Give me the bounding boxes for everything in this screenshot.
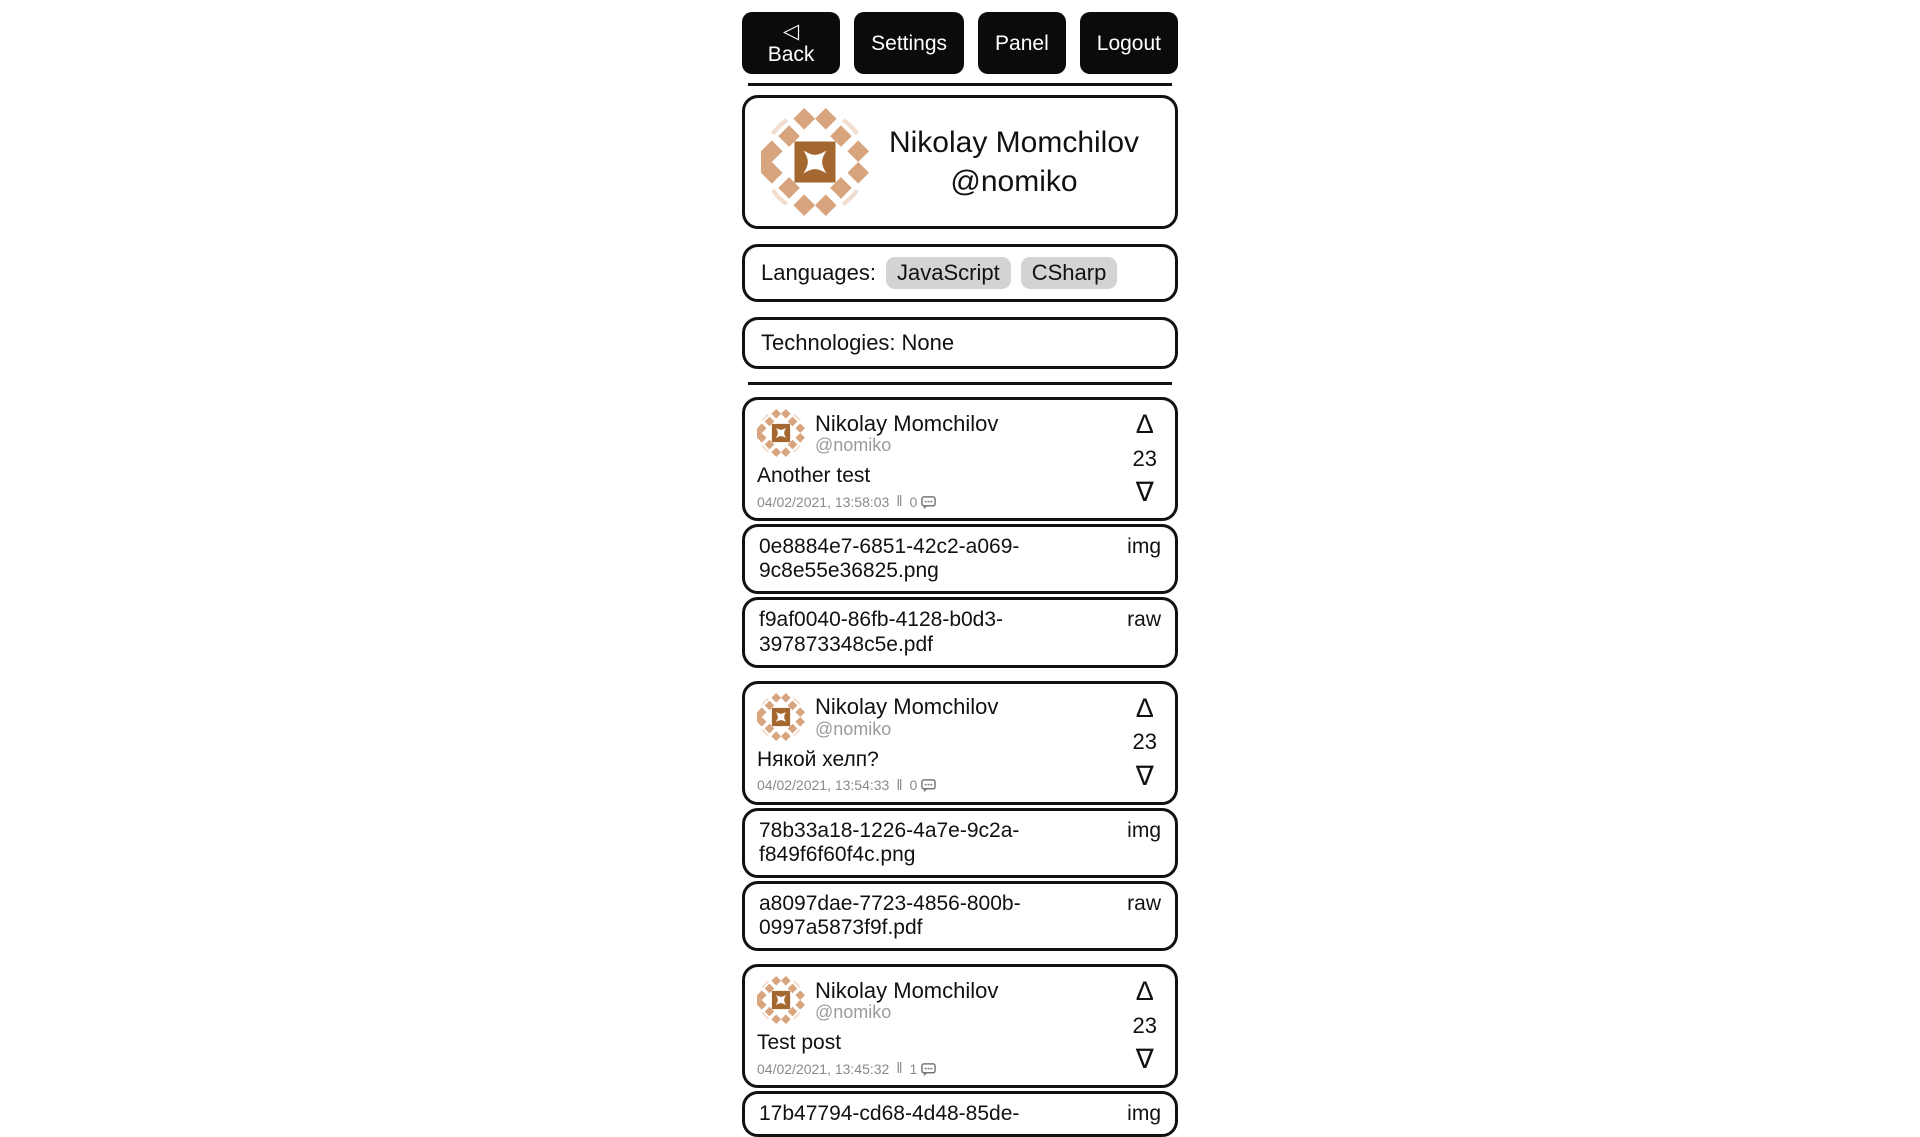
panel-button[interactable]: Panel: [978, 12, 1066, 74]
logout-button[interactable]: Logout: [1080, 12, 1178, 74]
post-handle: @nomiko: [815, 1002, 892, 1023]
post-meta: [757, 777, 1115, 794]
attachment-filename: 0e8884e7-6851-42c2-a069-9c8e55e36825.png: [759, 535, 1020, 583]
comments-count: 1: [909, 1060, 918, 1077]
attachment-type-badge: raw: [1127, 608, 1161, 632]
meta-separator: ‖: [896, 493, 903, 511]
post-date: 04/02/2021, 13:45:32: [757, 1060, 890, 1077]
upvote-button[interactable]: Δ: [1135, 409, 1154, 440]
profile-names: [869, 123, 1159, 201]
comments-count: 0: [909, 777, 918, 794]
post-title: Test post: [757, 1031, 842, 1055]
comments-icon: [921, 779, 936, 793]
profile-name: Nikolay Momchilov: [888, 126, 1140, 160]
post-group: [742, 397, 1178, 668]
post-header: [757, 976, 1115, 1024]
downvote-button[interactable]: ∇: [1135, 477, 1154, 508]
post-avatar-icon: [757, 409, 805, 457]
post-author: Nikolay Momchilov: [815, 977, 999, 1003]
vote-column: [1127, 409, 1163, 510]
technologies-card: [742, 317, 1178, 369]
post-main: [757, 693, 1115, 794]
profile-avatar-icon: [761, 108, 869, 216]
attachment-type-badge: img: [1127, 1102, 1161, 1126]
attachment-filename: 17b47794-cd68-4d48-85de-: [759, 1102, 1020, 1126]
vote-column: [1127, 693, 1163, 794]
post-header: [757, 693, 1115, 741]
upvote-button[interactable]: Δ: [1135, 692, 1154, 723]
attachment-type-badge: raw: [1127, 892, 1161, 916]
profile-handle: @nomiko: [950, 165, 1078, 199]
post-meta: [757, 1060, 1115, 1077]
meta-separator: ‖: [896, 1060, 903, 1078]
post-main: [757, 976, 1115, 1077]
downvote-button[interactable]: ∇: [1135, 760, 1154, 791]
attachment-filename: 78b33a18-1226-4a7e-9c2a-f849f6f60f4c.png: [759, 818, 1020, 866]
post-group: [742, 681, 1178, 952]
comments-icon: [921, 1063, 936, 1077]
comments-icon: [921, 496, 936, 510]
vote-count: 23: [1132, 729, 1157, 755]
post-handle: @nomiko: [815, 434, 892, 455]
post-header: [757, 409, 1115, 457]
technologies-label: Technologies:: [761, 330, 896, 356]
divider-top: [748, 83, 1172, 86]
vote-column: [1127, 976, 1163, 1077]
post-avatar-icon: [757, 693, 805, 741]
divider-posts: [748, 382, 1172, 385]
vote-count: 23: [1132, 445, 1157, 471]
post-author: Nikolay Momchilov: [815, 410, 999, 436]
language-badge-javascript: JavaScript: [886, 257, 1011, 289]
upvote-button[interactable]: Δ: [1135, 976, 1154, 1007]
post-date: 04/02/2021, 13:54:33: [757, 777, 890, 794]
languages-label: Languages:: [761, 260, 876, 286]
post-card[interactable]: [742, 681, 1178, 805]
post-title: Някой хелп?: [757, 747, 879, 771]
attachment-type-badge: img: [1127, 818, 1161, 842]
attachment-filename: f9af0040-86fb-4128-b0d3-397873348c5e.pdf: [759, 608, 1004, 656]
post-avatar-icon: [757, 976, 805, 1024]
attachment-row[interactable]: [742, 597, 1178, 667]
post-card[interactable]: [742, 964, 1178, 1088]
toolbar: [742, 12, 1178, 74]
attachment-type-badge: img: [1127, 535, 1161, 559]
language-badge-csharp: CSharp: [1021, 257, 1118, 289]
downvote-button[interactable]: ∇: [1135, 1044, 1154, 1075]
post-main: [757, 409, 1115, 510]
attachment-filename: a8097dae-7723-4856-800b-0997a5873f9f.pdf: [759, 892, 1021, 940]
languages-card: [742, 244, 1178, 302]
technologies-value: None: [901, 330, 955, 356]
page-column: [742, 12, 1178, 1137]
post-group: [742, 964, 1178, 1137]
post-title: Another test: [757, 464, 871, 488]
post-card[interactable]: [742, 397, 1178, 521]
meta-separator: ‖: [896, 776, 903, 794]
post-date: 04/02/2021, 13:58:03: [757, 493, 890, 510]
profile-card: [742, 95, 1178, 229]
vote-count: 23: [1132, 1012, 1157, 1038]
attachment-row[interactable]: [742, 524, 1178, 594]
comments-count: 0: [909, 493, 918, 510]
settings-button[interactable]: Settings: [854, 12, 964, 74]
post-author: Nikolay Momchilov: [815, 694, 999, 720]
post-handle: @nomiko: [815, 718, 892, 739]
post-meta: [757, 493, 1115, 510]
back-button[interactable]: ◁ Back: [742, 12, 840, 74]
attachment-row[interactable]: [742, 1091, 1178, 1137]
attachment-row[interactable]: [742, 808, 1178, 878]
attachment-row[interactable]: [742, 881, 1178, 951]
